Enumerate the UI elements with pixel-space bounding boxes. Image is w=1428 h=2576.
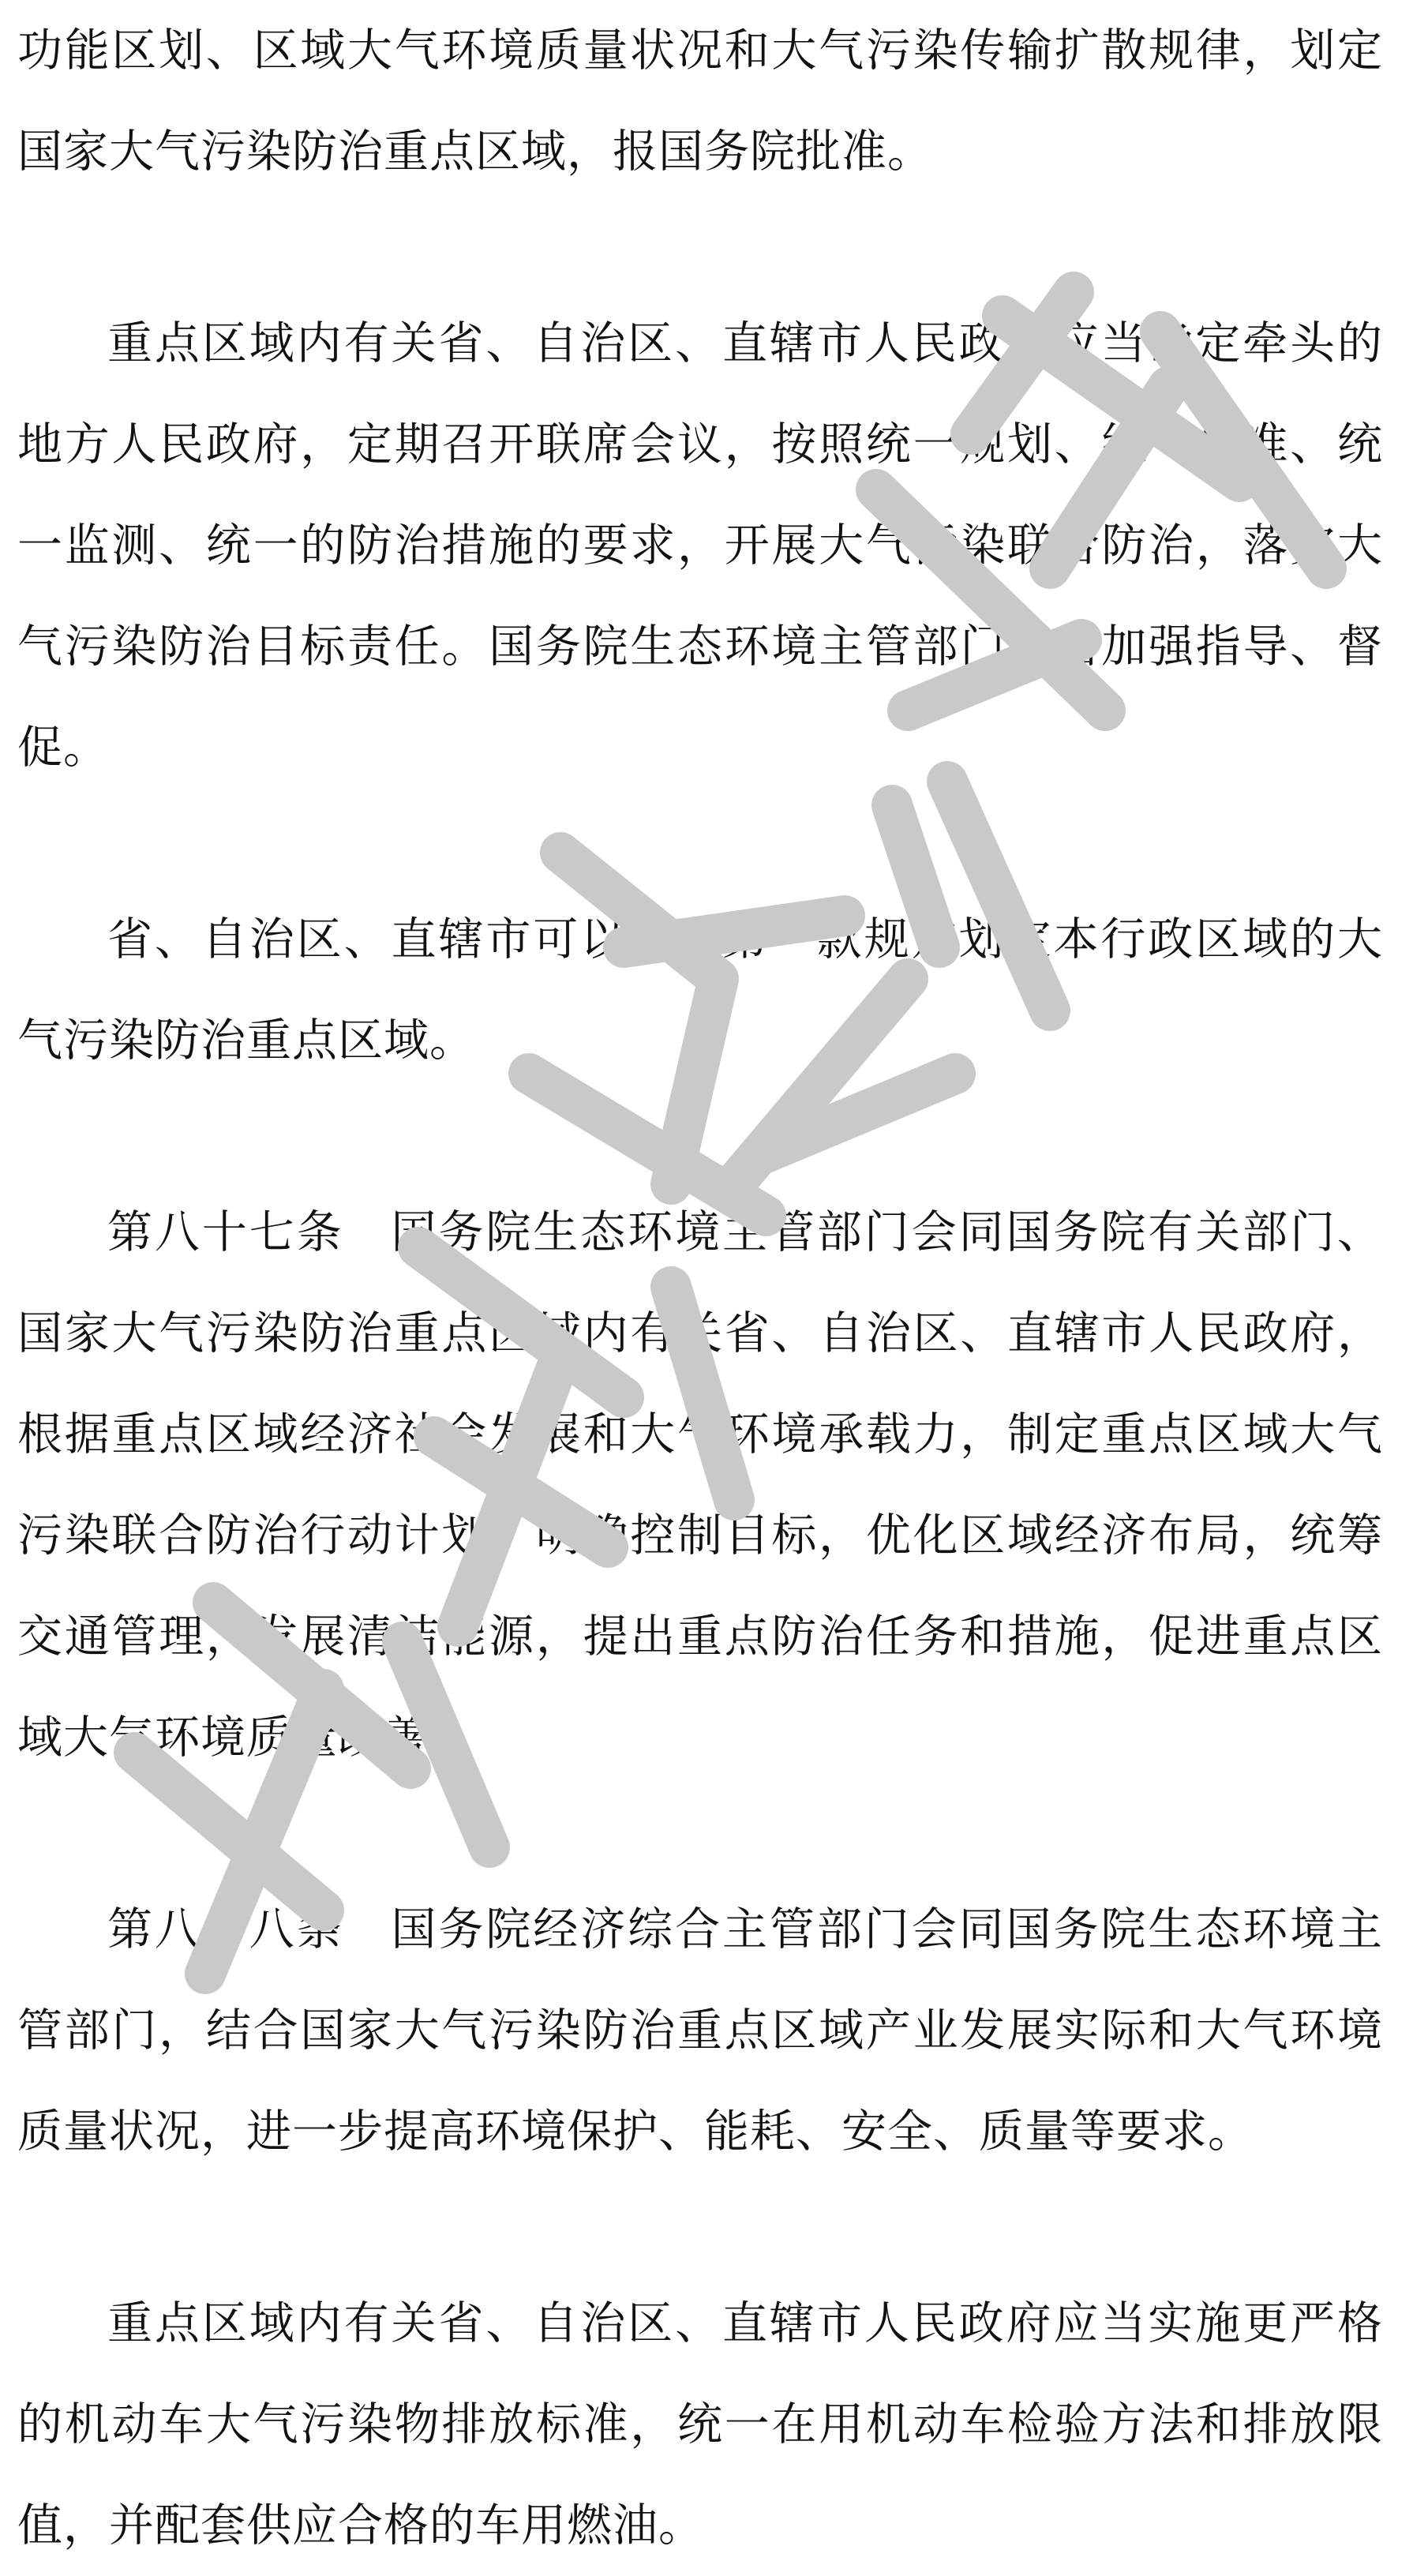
paragraph-6: 重点区域内有关省、自治区、直辖市人民政府应当实施更严格的机动车大气污染物排放标准，统一在用机动车检验方法和排放限值，并配套供应合格的车用燃油。 (17, 2297, 1383, 2552)
paragraph-1: 功能区划、区域大气环境质量状况和大气污染传输扩散规律，划定国家大气污染防治重点区域，报国务院批准。 (17, 24, 1383, 178)
paragraph-3: 省、自治区、直辖市可以参照第一款规定划定本行政区域的大气污染防治重点区域。 (17, 913, 1383, 1067)
paragraph-2: 重点区域内有关省、自治区、直辖市人民政府应当确定牵头的地方人民政府，定期召开联席会议，按照统一规划、统一标准、统一监测、统一的防治措施的要求，开展大气污染联合防治，落实大气污染防治目标责任。国务院生态环境主管部门应当加强指导、督促。 (17, 317, 1383, 774)
paragraph-article-88: 第八十八条 国务院经济综合主管部门会同国务院生态环境主管部门，结合国家大气污染防治重点区域产业发展实际和大气环境质量状况，进一步提高环境保护、能耗、安全、质量等要求。 (17, 1903, 1383, 2158)
paragraph-article-87: 第八十七条 国务院生态环境主管部门会同国务院有关部门、国家大气污染防治重点区域内有关省、自治区、直辖市人民政府，根据重点区域经济社会发展和大气环境承载力，制定重点区域大气污染联合防治行动计划，明确控制目标，优化区域经济布局，统筹交通管理，发展清洁能源，提出重点防治任务和措施，促进重点区域大气环境质量改善。 (17, 1206, 1383, 1764)
document-body (17, 0, 1383, 2576)
